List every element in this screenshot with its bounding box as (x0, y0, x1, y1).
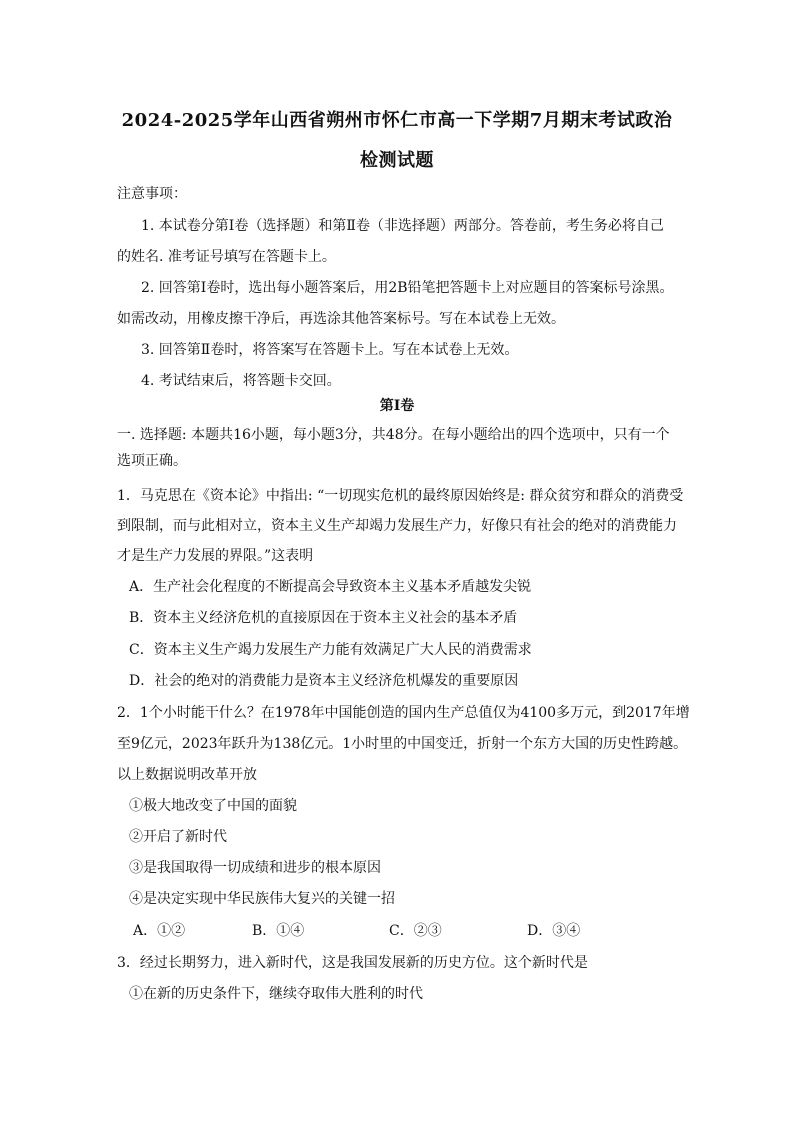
notice-item-2-line1: 2. 回答第Ⅰ卷时，选出每小题答案后，用2B铅笔把答题卡上对应题目的答案标号涂黑。 (141, 280, 674, 296)
question-2-option-a: A．①② (133, 923, 186, 939)
question-3-stem: 3．经过长期努力，进入新时代，这是我国发展新的历史方位。这个新时代是 (117, 955, 588, 971)
question-1-stem-line3: 才是生产力发展的界限。”这表明 (117, 548, 314, 564)
question-1-option-c: C．资本主义生产竭力发展生产力能有效满足广大人民的消费需求 (129, 642, 532, 658)
question-2-option-c: C．②③ (389, 923, 442, 939)
question-3-item-1: ①在新的历史条件下，继续夺取伟大胜利的时代 (129, 986, 423, 1002)
notice-item-4: 4. 考试结束后，将答题卡交回。 (141, 373, 341, 389)
question-1-stem-line2: 到限制，而与此相对立，资本主义生产却竭力发展生产力，好像只有社会的绝对的消费能力 (117, 518, 677, 534)
notice-item-3: 3. 回答第Ⅱ卷时，将答案写在答题卡上。写在本试卷上无效。 (141, 342, 519, 358)
question-2-options-row (0, 921, 794, 941)
question-2-option-b: B．①④ (252, 923, 305, 939)
document-title-line1: 2024-2025学年山西省朔州市怀仁市高一下学期7月期末考试政治 (121, 110, 673, 131)
part-intro-line2: 选项正确。 (117, 453, 187, 469)
question-2-item-2: ②开启了新时代 (129, 829, 227, 845)
section-title: 第Ⅰ卷 (379, 398, 415, 414)
document-title-line2: 检测试题 (360, 150, 434, 171)
notice-heading: 注意事项： (117, 186, 187, 202)
notice-item-2-line2: 如需改动，用橡皮擦干净后，再选涂其他答案标号。写在本试卷上无效。 (117, 311, 565, 327)
question-2-item-4: ④是决定实现中华民族伟大复兴的关键一招 (129, 891, 395, 907)
notice-item-1-line2: 的姓名. 准考证号填写在答题卡上。 (117, 249, 336, 265)
question-2-item-1: ①极大地改变了中国的面貌 (129, 798, 297, 814)
question-2-stem-line3: 以上数据说明改革开放 (117, 767, 257, 783)
question-1-option-d: D．社会的绝对的消费能力是资本主义经济危机爆发的重要原因 (129, 673, 519, 689)
question-1-option-a: A．生产社会化程度的不断提高会导致资本主义基本矛盾越发尖锐 (129, 579, 532, 595)
question-2-stem-line2: 至9亿元，2023年跃升为138亿元。1小时里的中国变迁，折射一个东方大国的历史性跨越。 (117, 736, 688, 752)
question-2-item-3: ③是我国取得一切成绩和进步的根本原因 (129, 860, 381, 876)
question-2-stem-line1: 2．1个小时能干什么？在1978年中国能创造的国内生产总值仅为4100多万元，到2017年增 (117, 705, 690, 721)
question-1-option-b: B．资本主义经济危机的直接原因在于资本主义社会的基本矛盾 (129, 610, 518, 626)
notice-item-1-line1: 1. 本试卷分第Ⅰ卷（选择题）和第Ⅱ卷（非选择题）两部分。答卷前，考生务必将自己 (141, 218, 664, 234)
question-2-option-d: D．③④ (527, 923, 581, 939)
part-intro-line1: 一. 选择题: 本题共16小题，每小题3分，共48分。在每小题给出的四个选项中，只有一个 (117, 427, 670, 443)
question-1-stem-line1: 1．马克思在《资本论》中指出: “一切现实危机的最终原因始终是: 群众贫穷和群众的消费受 (117, 488, 684, 504)
